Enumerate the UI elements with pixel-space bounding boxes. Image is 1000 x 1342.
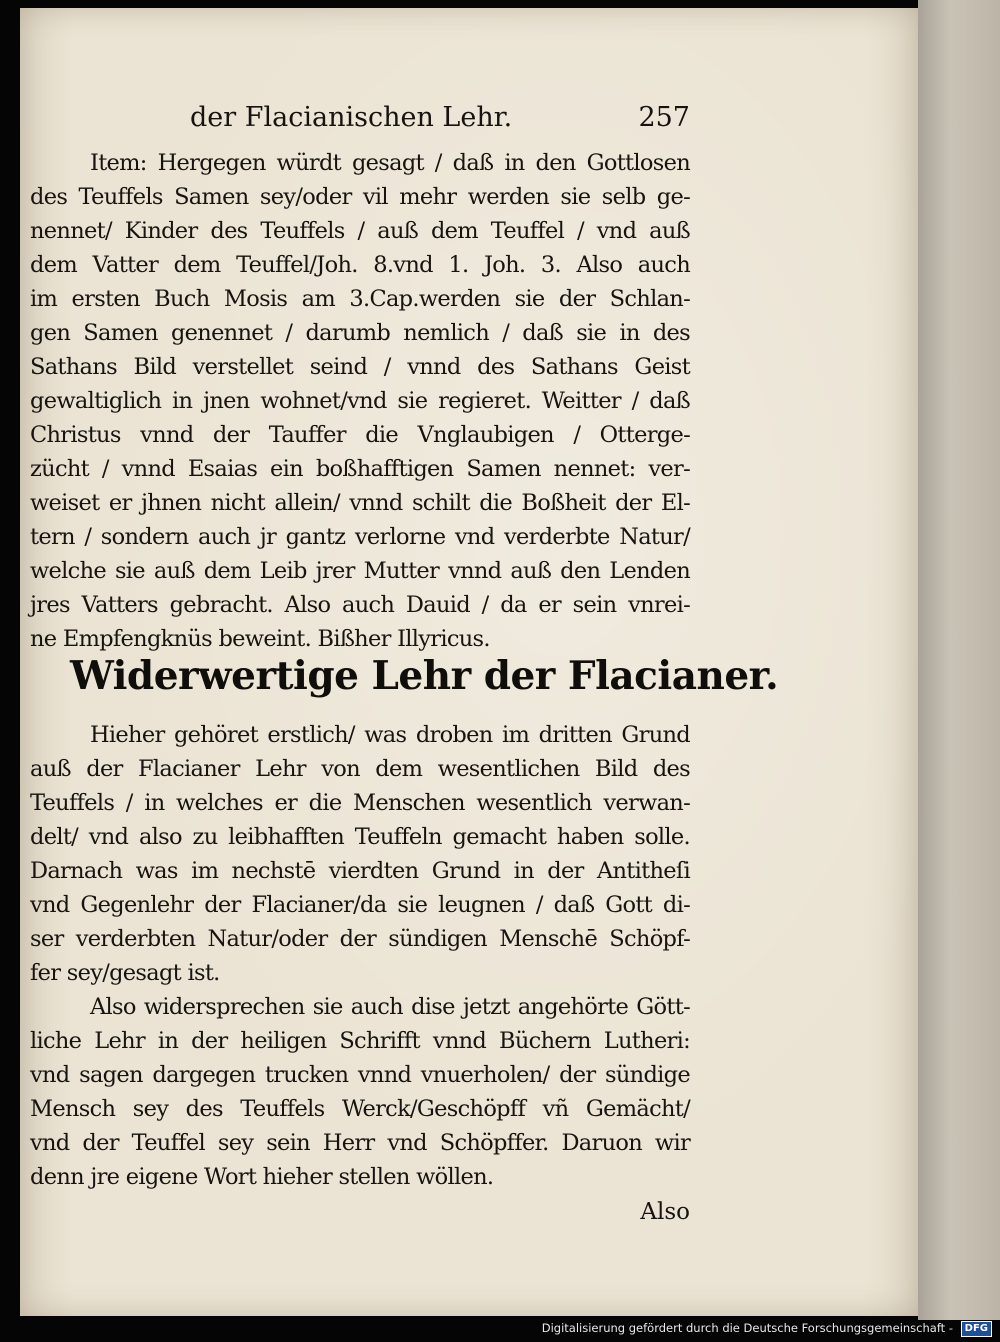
text-line: vnd der Teuffel sey sein Herr vnd Schöpffer. Daruon wir xyxy=(30,1130,690,1156)
text-line: jres Vatters gebracht. Also auch Dauid / da er sein vnrei- xyxy=(30,592,690,618)
running-head-title: der Flacianischen Lehr. xyxy=(190,102,513,133)
text-line: ne Empfengknüs beweint. Bißher Illyricus. xyxy=(30,626,490,652)
text-line: Christus vnnd der Tauffer die Vnglaubigen / Otterge- xyxy=(30,422,690,448)
text-line: vnd sagen dargegen trucken vnnd vnuerholen/ der sündige xyxy=(30,1062,690,1088)
text-line: liche Lehr in der heiligen Schrifft vnnd Büchern Lutheri: xyxy=(30,1028,690,1054)
text-line: nennet/ Kinder des Teuffels / auß dem Teuffel / vnd auß xyxy=(30,218,690,244)
digitization-credit-text: Digitalisierung gefördert durch die Deutsche Forschungsgemeinschaft - xyxy=(541,1321,953,1335)
page-number: 257 xyxy=(638,102,690,133)
book-page xyxy=(20,8,918,1316)
text-line: ser verderbten Natur/oder der sündigen Menschē Schöpf- xyxy=(30,926,690,952)
text-line: vnd Gegenlehr der Flacianer/da sie leugnen / daß Gott di- xyxy=(30,892,690,918)
text-line: Also widersprechen sie auch dise jetzt angehörte Gött- xyxy=(90,994,690,1020)
text-line: zücht / vnnd Esaias ein boßhafftigen Samen nennet: ver- xyxy=(30,456,690,482)
text-line: weiset er jhnen nicht allein/ vnnd schilt die Boßheit der El- xyxy=(30,490,690,516)
page-edge-strip xyxy=(918,0,1000,1320)
text-line: Teuffels / in welches er die Menschen wesentlich verwan- xyxy=(30,790,690,816)
text-line: welche sie auß dem Leib jrer Mutter vnnd auß den Lenden xyxy=(30,558,690,584)
text-line: Hieher gehöret erstlich/ was droben im dritten Grund xyxy=(90,722,690,748)
text-line: Darnach was im nechstē vierdten Grund in der Antitheſi xyxy=(30,858,690,884)
dfg-logo: DFG xyxy=(961,1321,992,1337)
catchword: Also xyxy=(640,1199,690,1225)
text-line: Sathans Bild verstellet seind / vnnd des Sathans Geist xyxy=(30,354,690,380)
text-line: Item: Hergegen würdt gesagt / daß in den Gottlosen xyxy=(90,150,690,176)
text-line: dem Vatter dem Teuffel/Joh. 8.vnd 1. Joh. 3. Also auch xyxy=(30,252,690,278)
text-line: des Teuffels Samen sey/oder vil mehr werden sie selb ge- xyxy=(30,184,690,210)
text-line: gewaltiglich in jnen wohnet/vnd sie regieret. Weitter / daß xyxy=(30,388,690,414)
text-line: delt/ vnd also zu leibhafften Teuffeln gemacht haben solle. xyxy=(30,824,690,850)
digitization-credit xyxy=(542,1318,992,1338)
section-heading: Widerwertige Lehr der Flacianer. xyxy=(70,653,779,699)
text-line: fer sey/gesagt ist. xyxy=(30,960,220,986)
running-head xyxy=(190,98,690,138)
text-line: Mensch sey des Teuffels Werck/Geschöpff vñ Gemächt/ xyxy=(30,1096,690,1122)
text-line: tern / sondern auch jr gantz verlorne vnd verderbte Natur/ xyxy=(30,524,690,550)
text-line: denn jre eigene Wort hieher stellen wöllen. xyxy=(30,1164,494,1190)
text-line: auß der Flacianer Lehr von dem wesentlichen Bild des xyxy=(30,756,690,782)
text-line: gen Samen genennet / darumb nemlich / daß sie in des xyxy=(30,320,690,346)
text-line: im ersten Buch Mosis am 3.Cap.werden sie der Schlan- xyxy=(30,286,690,312)
